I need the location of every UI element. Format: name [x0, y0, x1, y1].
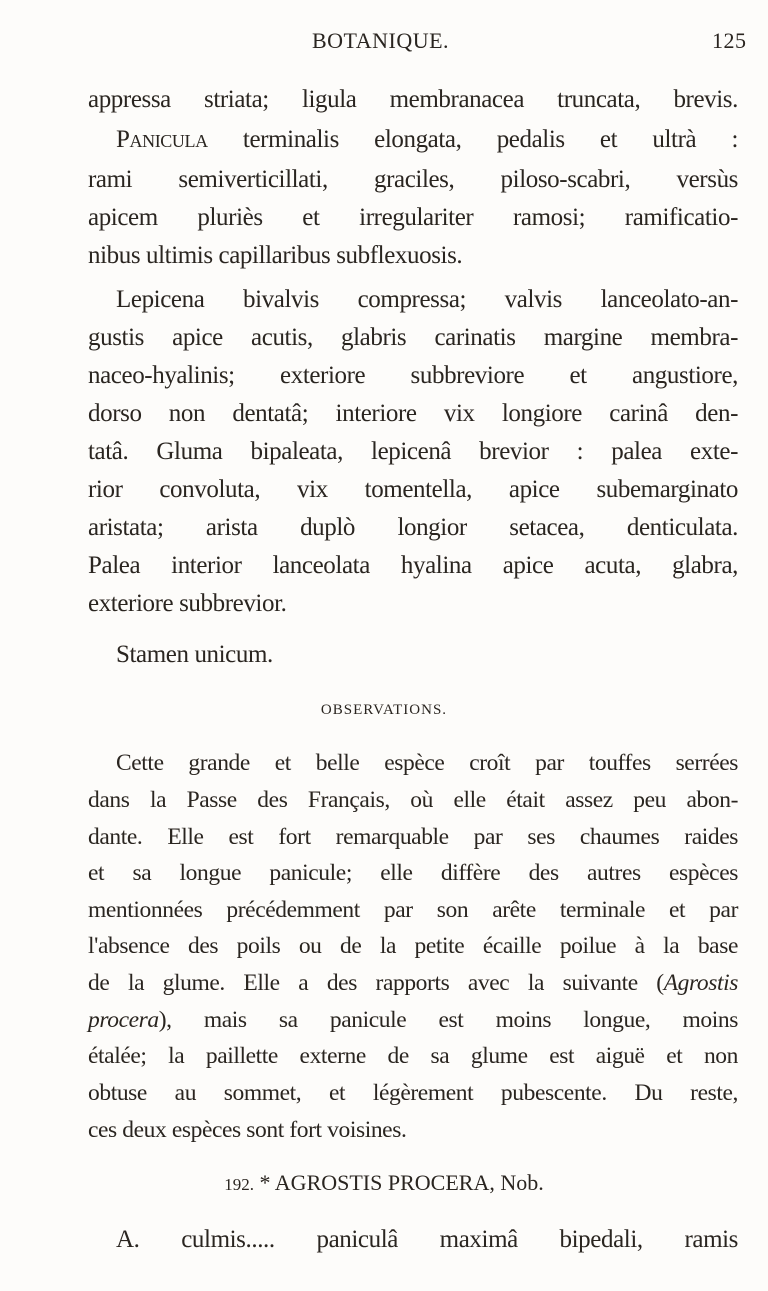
- text-line: [88, 395, 738, 433]
- text-segment: tatâ. Gluma bipaleata, lepicenâ brevior : palea exte-: [88, 438, 738, 465]
- text-segment: Cette grande et belle espèce croît par touffes serrées: [116, 750, 738, 776]
- text-line: [116, 121, 738, 159]
- text-segment: mentionnées précédemment par son arête terminale et par: [88, 897, 738, 923]
- text-segment: de la glume. Elle a des rapports avec la suivante (: [88, 970, 664, 996]
- text-line: [88, 81, 738, 119]
- text-segment: naceo-hyalinis; exteriore subbreviore et angustiore,: [88, 362, 738, 389]
- text-segment: Palea interior lanceolata hyalina apice acuta, glabra,: [88, 552, 738, 579]
- text-line: [88, 237, 738, 275]
- text-segment: étalée; la paillette externe de sa glume est aiguë et non: [88, 1043, 738, 1069]
- section-heading: OBSERVATIONS.: [320, 702, 448, 718]
- text-line: [88, 199, 738, 237]
- text-segment: ces deux espèces sont fort voisines.: [88, 1117, 407, 1143]
- text-line: [88, 818, 738, 856]
- text-segment: obtuse au sommet, et légèrement pubescente. Du reste,: [88, 1080, 738, 1106]
- text-line: [88, 781, 738, 819]
- text-segment: nibus ultimis capillaribus subflexuosis.: [88, 242, 463, 269]
- page-number: 125: [712, 28, 747, 53]
- text-line: [88, 433, 738, 471]
- entry-mark: *: [259, 1170, 271, 1195]
- text-line: [88, 471, 738, 509]
- text-line: [88, 891, 738, 929]
- text-segment: rami semiverticillati, graciles, piloso-scabri, versùs: [88, 166, 738, 193]
- text-segment: Stamen unicum.: [116, 641, 273, 668]
- entry-heading: [0, 1170, 768, 1196]
- text-segment: apicem pluriès et irregulariter ramosi; ramificatio-: [88, 204, 738, 231]
- text-segment: terminalis elongata, pedalis et ultrà :: [207, 126, 738, 153]
- text-segment: ), mais sa panicule est moins longue, moins: [158, 1007, 738, 1033]
- text-line: [88, 1074, 738, 1112]
- text-line: [88, 854, 738, 892]
- text-line: [88, 547, 738, 585]
- entry-number: 192.: [224, 1175, 254, 1194]
- text-segment: exteriore subbrevior.: [88, 590, 287, 617]
- text-segment: l'absence des poils ou de la petite écaille poilue à la base: [88, 933, 738, 959]
- text-line: [88, 161, 738, 199]
- entry-title: AGROSTIS PROCERA, Nob.: [274, 1170, 544, 1195]
- text-segment: Lepicena bivalvis compressa; valvis lanceolato-an-: [116, 286, 738, 313]
- text-line: [88, 1001, 738, 1039]
- text-segment: dante. Elle est fort remarquable par ses chaumes raides: [88, 824, 738, 850]
- text-line: [88, 509, 738, 547]
- text-line: [88, 357, 738, 395]
- text-segment: et sa longue panicule; elle diffère des autres espèces: [88, 860, 738, 886]
- text-segment: Agrostis: [663, 970, 738, 996]
- text-line: [116, 1221, 738, 1259]
- text-line: [88, 1037, 738, 1075]
- text-line: [88, 1111, 738, 1149]
- text-line: [116, 281, 738, 319]
- text-segment: aristata; arista duplò longior setacea, denticulata.: [88, 514, 738, 541]
- text-segment: appressa striata; ligula membranacea truncata, brevis.: [88, 86, 738, 113]
- text-line: [88, 927, 738, 965]
- text-line: [116, 744, 738, 782]
- text-line: [88, 585, 738, 623]
- text-segment: dorso non dentatâ; interiore vix longiore carinâ den-: [88, 400, 738, 427]
- text-segment: dans la Passe des Français, où elle était assez peu abon-: [88, 787, 738, 813]
- running-title: BOTANIQUE.: [312, 28, 450, 53]
- text-segment: gustis apice acutis, glabris carinatis margine membra-: [88, 324, 738, 351]
- text-segment: procera: [88, 1007, 159, 1033]
- text-segment: rior convoluta, vix tomentella, apice subemarginato: [88, 476, 738, 503]
- text-line: [116, 636, 738, 674]
- text-line: [88, 319, 738, 357]
- text-line: [88, 964, 738, 1002]
- text-segment: A. culmis..... paniculâ maximâ bipedali, ramis: [116, 1226, 738, 1253]
- text-segment: Panicula: [116, 126, 208, 153]
